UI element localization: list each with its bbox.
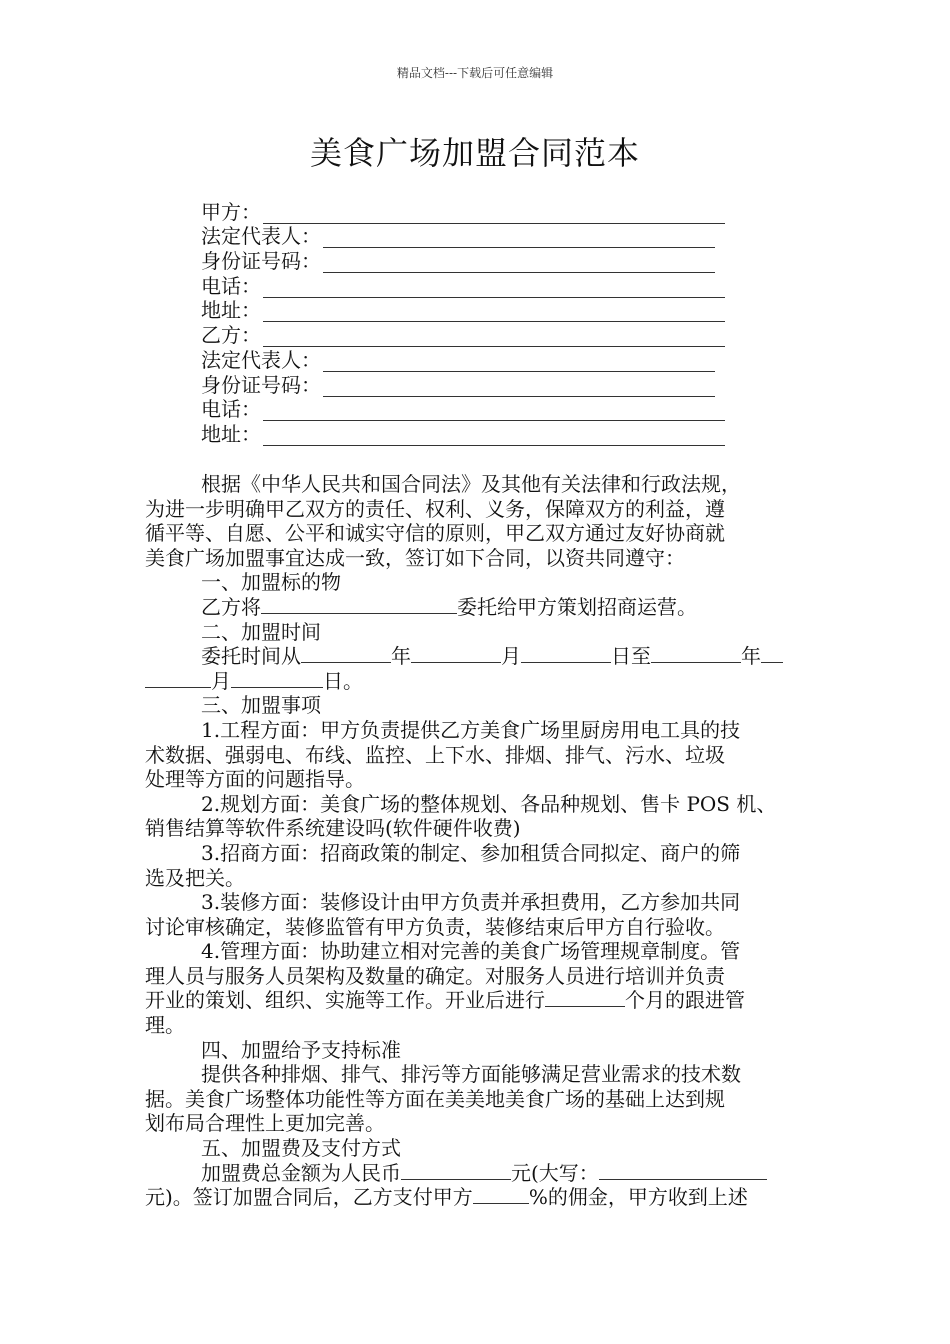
text-line: 3.装修方面：装修设计由甲方负责并承担费用，乙方参加共同 <box>201 890 741 915</box>
section-heading: 五、加盟费及支付方式 <box>201 1136 401 1161</box>
party-a-id-number-field <box>201 248 731 273</box>
fill-in-blank <box>545 989 625 1007</box>
text-line: 理。 <box>145 1013 185 1038</box>
text-part: 委托时间从 <box>201 644 301 669</box>
text-line: 提供各种排烟、排气、排污等方面能够满足营业需求的技术数 <box>201 1062 741 1087</box>
text-line: 术数据、强弱电、布线、监控、上下水、排烟、排气、污水、垃圾 <box>145 742 725 767</box>
fill-in-blank <box>521 645 611 663</box>
field-label: 身份证号码： <box>201 372 321 397</box>
party-a-address-field <box>201 298 731 323</box>
text-part: 个月的跟进管 <box>625 988 745 1013</box>
contract-body <box>145 472 825 1210</box>
text-line: 理人员与服务人员架构及数量的确定。对服务人员进行培训并负责 <box>145 963 725 988</box>
text-part: 开业的策划、组织、实施等工作。开业后进行 <box>145 988 545 1013</box>
field-label: 电话： <box>201 397 261 422</box>
text-part: 委托给甲方策划招商运营。 <box>457 594 697 619</box>
text-line <box>145 1161 825 1186</box>
party-info-fields <box>201 199 731 446</box>
fill-in-blank <box>301 645 391 663</box>
text-part: 年 <box>391 644 411 669</box>
field-label: 身份证号码： <box>201 249 321 274</box>
fill-in-line <box>263 328 725 347</box>
text-line: 美食广场加盟事宜达成一致，签订如下合同，以资共同遵守： <box>145 545 685 570</box>
fill-in-blank <box>651 645 741 663</box>
text-line: 3.招商方面：招商政策的制定、参加租赁合同拟定、商户的筛 <box>201 840 741 865</box>
fill-in-blank <box>473 1186 529 1204</box>
text-part: 元(大写： <box>511 1160 599 1185</box>
party-b-legal-rep-field <box>201 347 731 372</box>
fill-in-line <box>263 427 725 446</box>
fill-in-line <box>263 303 725 322</box>
fill-in-blank <box>231 670 323 688</box>
intro-paragraph <box>145 472 825 570</box>
fill-in-blank <box>761 645 783 663</box>
text-part: 乙方将 <box>201 594 261 619</box>
text-line: 讨论审核确定，装修监管有甲方负责，装修结束后甲方自行验收。 <box>145 914 725 939</box>
text-line: 循平等、自愿、公平和诚实守信的原则，甲乙双方通过友好协商就 <box>145 521 725 546</box>
party-b-name-field <box>201 322 731 347</box>
text-line: 划布局合理性上更加完善。 <box>145 1111 385 1136</box>
text-part: 日。 <box>323 668 363 693</box>
page-header: 精品文档---下载后可任意编辑 <box>396 66 554 80</box>
text-line <box>145 988 825 1013</box>
text-line: 据。美食广场整体功能性等方面在美美地美食广场的基础上达到规 <box>145 1086 725 1111</box>
text-line: 为进一步明确甲乙双方的责任、权利、义务，保障双方的利益，遵 <box>145 496 725 521</box>
text-part: 年 <box>741 644 761 669</box>
section-heading: 三、加盟事项 <box>201 693 321 718</box>
text-part: 月 <box>501 644 521 669</box>
party-a-name-field <box>201 199 731 224</box>
field-label: 法定代表人： <box>201 347 321 372</box>
text-line: 1.工程方面：甲方负责提供乙方美食广场里厨房用电工具的技 <box>201 717 741 742</box>
section-2-text <box>145 644 825 669</box>
party-b-phone-field <box>201 397 731 422</box>
field-label: 甲方： <box>201 199 261 224</box>
fill-in-line <box>323 378 715 397</box>
field-label: 地址： <box>201 421 261 446</box>
fill-in-blank <box>401 1162 511 1180</box>
fill-in-blank <box>145 670 211 688</box>
fill-in-line <box>323 229 715 248</box>
section-1-text <box>145 595 825 620</box>
text-line: 2.规划方面：美食广场的整体规划、各品种规划、售卡 POS 机、 <box>201 791 777 816</box>
fill-in-line <box>263 279 725 298</box>
section-heading: 一、加盟标的物 <box>201 570 341 595</box>
field-label: 法定代表人： <box>201 224 321 249</box>
text-part: 月 <box>211 668 231 693</box>
text-line: 处理等方面的问题指导。 <box>145 767 365 792</box>
section-2-text-cont <box>145 669 825 694</box>
fill-in-line <box>323 254 715 273</box>
field-label: 电话： <box>201 273 261 298</box>
document-title: 美食广场加盟合同范本 <box>309 134 640 172</box>
fill-in-line <box>263 402 725 421</box>
text-part: 元)。签订加盟合同后，乙方支付甲方 <box>145 1185 473 1210</box>
section-heading: 四、加盟给予支持标准 <box>201 1037 401 1062</box>
text-line: 4.管理方面：协助建立相对完善的美食广场管理规章制度。管 <box>201 939 741 964</box>
fill-in-blank <box>411 645 501 663</box>
text-line: 根据《中华人民共和国合同法》及其他有关法律和行政法规， <box>201 472 741 496</box>
text-part: 加盟费总金额为人民币 <box>201 1160 401 1185</box>
fill-in-line <box>323 353 715 372</box>
text-line: 选及把关。 <box>145 865 245 890</box>
party-b-address-field <box>201 421 731 446</box>
text-line <box>145 1185 825 1210</box>
text-line: 销售结算等软件系统建设吗(软件硬件收费) <box>145 816 521 841</box>
fill-in-line <box>263 205 725 224</box>
fill-in-blank <box>261 596 457 614</box>
fill-in-blank <box>599 1162 767 1180</box>
section-heading: 二、加盟时间 <box>201 619 321 644</box>
field-label: 乙方： <box>201 323 261 348</box>
field-label: 地址： <box>201 298 261 323</box>
text-part: 日至 <box>611 644 651 669</box>
party-a-phone-field <box>201 273 731 298</box>
party-b-id-number-field <box>201 372 731 397</box>
party-a-legal-rep-field <box>201 224 731 249</box>
text-part: %的佣金，甲方收到上述 <box>528 1185 748 1210</box>
